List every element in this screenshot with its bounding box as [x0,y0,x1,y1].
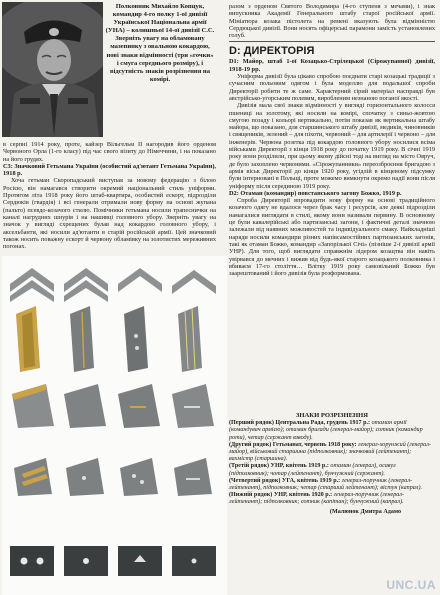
subheading-d1: D1: Майор, штаб 1-ої Козацько-Стрілецької (Сірожупанної) дивізії, 1918-19 рр. [229,58,435,73]
legend-item: (Четвертий рядок) УГА, квітень 1919 р.: генерал-поручник (генерал-лейтенант), підполковник; четар (старший лейтенант); вістун (капрал). [229,477,422,492]
left-column-text [3,141,216,250]
legend-item: (Перший рядок) Центральна Рада, грудень 1917 р.: отаман армії (командувач армією); отаман бригади (генерал-майор); сотник (командир роти), четар (сержант взводу). [229,420,423,441]
legend-title: ЗНАКИ РОЗРІЗНЕННЯ [295,412,369,419]
paragraph: Хоча гетьман Скоропадський виступав за новому федерацію з білою Росією, він намагався створити окремий національний стиль уніформи. Протягом літа 1918 року його штаб-квартира, особистий ескорт, підрозділи Сердюків (гвардія) і всі генерали отримали нову форму на основі жупана (пальто) псевдо-козачого стилю. Помічники гетьмана носили трапеснички на каналі нагрудних шнурів і на нашивці головного убору. Зверніть увагу на значок у вигляді схрещених булав над кокардою головного убору, і аксельбанти, які носили ад'ютанти в старій російській армії. Цей значковий також носить поважну ескорт й червону обламівку на золотистих мереживних погонах. [3,177,216,251]
paragraph: Уніформа дивізії була цікаво спробою поєднати старі козацькі традиції з сучасним польовим одягом і була моделлю для подальшої спроби Директорії робити те ж саме. Характерний сірий матеріал насправді був австрійсько-угорським полевим, виробленим незнаною поганої якості. [229,73,435,102]
legend-item: (Другий рядок) Гетьманат, червень 1918 року: генерал-хорунжий (генерал-майор), військовий старшина (підполковник); значковий (лейтенант); вахмістр (старшина). [229,441,431,463]
row3-collar-tabs [12,384,214,428]
insignia-illustration [2,256,227,595]
subheading-d2: D2: Отаман (командир) повстанського загону Божко, 1919 р. [229,189,402,197]
illustration-credit: (Малюнок Дмитра Адамо [329,508,401,515]
rank-insignia-image [2,256,227,595]
legend-item: (Нижній рядок) УНР, квітень 1920 р.: генерал-поручник (генерал-лейтенант); підполковник; сотник (капітан); бунчужний (капрал). [229,492,404,506]
legend-item: (Третій рядок) УНР, квітень 1919 р.: отаман (генерал), осавул (підполковник); чотар (лейтенант), бунчужний (сержант). [229,463,396,477]
row5-dark-patches [10,546,216,576]
row1-chevrons [10,268,216,302]
officer-portrait-image [2,2,103,137]
row2-shoulder-boards [16,306,202,372]
subheading-c3: С3: Значковий Гетьмана України (особистий ад'ютант Гетьмана України), 1918 р. [3,162,216,178]
paragraph: в серпні 1914 року, проте, кайзер Вільгельм ІІ нагородив його орденом Червоного Орла (1-го класу) під час свого візиту до Німеччини, і на показано на його грудях. [3,141,216,163]
right-column-text [229,3,435,277]
paragraph: Дивізія мала свої знаки відмінності у вигляді горизонтального колосся пшениці на золотому, які носили на комірі, спочатку з синьо-жовтою смугою позаду і кольорі вертикально, потім показав як вертикальна штабу майора, що показано, для старшинського штабу дивізії, медиків, чиновників і священиків, зелений – для піхоти, червоний – для артилерії і червоно – для інженерів. Червона розетка під кокардою головного убору носилися всіма військами Директорії з кінця 1918 року до початку 1919 року. В січні 1919 року вони розділили, при цьому якому дійсні тоді на вигляд на місто Овруч, де було захоплено червоними. «Сірожупанники» переозброєння бригадою з армія віськ Директорії до кінця 1920 року, угідлій в кінцевому підсумку були інтерновані в Польщі, проте можемо вимкнути окремо надії вони після уніформу після серединою 1919 року. [229,102,435,190]
paragraph: разом з орденом Святого Володимира (4-го ступеня з мечами), і знак випускника Академії Генерального штабу старої російської армії. Мініатюра козака пістолета на ремені вказують була відмінністю Сердюцької дивізії. Вони носять офіцерські парамони замість установлених голуб. [229,3,435,40]
section-heading: D: ДИРЕКТОРІЯ [229,45,315,58]
photo-caption: Полковник Михайло Копцук, командир 4-го полку 1-ої дивізії Української Національна армії (УНА) – колишньої 14-ої дивізії С.С. Зверніть увагу на обламовану мазепинку з овальною кокардою, нові знаки відмінності (три «гочки» і смуга середнього розміру), і відсутність знаків розрізнення на комірі. [105,3,215,83]
row4-star-insignia [14,458,212,496]
divider [229,41,435,42]
site-watermark: UNC.UA [386,578,436,592]
insignia-legend [229,412,435,516]
officer-photo [2,2,103,137]
paragraph: Спроба Директорії впровадити нову форму на основі традиційного козачого одягу не вдалося через брак часу і ресурсів, але деякі підрозділи намагалися виглядати в стилі, якому вони називали первину. В основному це були кавалерійські або партизанські загони, і фактичні деталі значною залежали від наявних можливостей та індивідуального смаку. Найкладніші наряди носили командири різних напівсамостійних партизанських загонів, такі як отаман Божко, командир «Запорізької Січі» (пізніше 2-ї дивізії армії УНР). Для того, щоб виглядати справжнім лідером козацтва він навіть увірвався до мечних і вижив від будь-якої старого козацького полковника і вбиваєм 17-го століття… Влітку 1919 року самовільний Божко був заарештований і його дивізія була розформована. [229,197,435,278]
